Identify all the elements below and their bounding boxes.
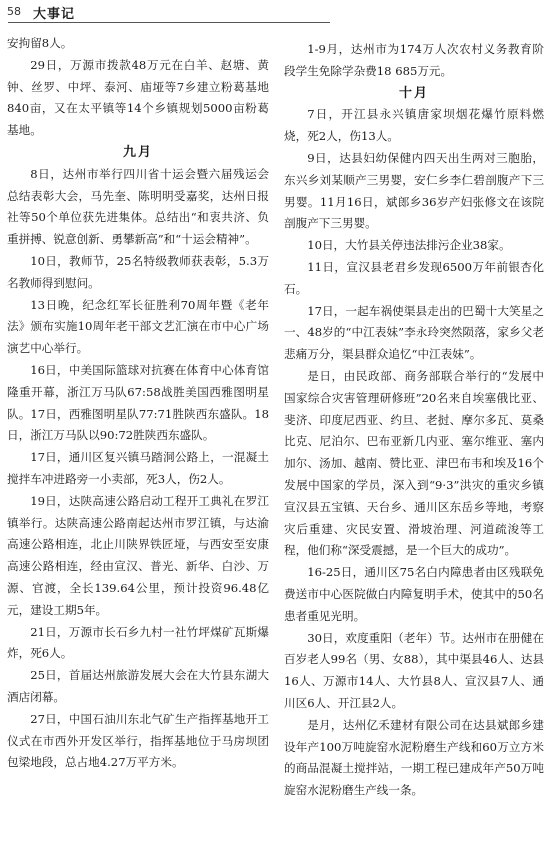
paragraph: 16-25日，通川区75名白内障患者由区残联免费送市中心医院做白内障复明手术，使其中的50名患者重见光明。 <box>284 565 544 623</box>
month-heading: 九月 <box>122 144 153 160</box>
page-header <box>0 0 550 24</box>
paragraph: 17日，一起车祸使渠县走出的巴蜀十大笑星之一、48岁的“中江表妹”李永玲突然陨落，家乡父老悲痛万分，渠县群众追忆“中江表妹”。 <box>284 303 544 362</box>
paragraph: 29日，万源市拨款48万元在白羊、赵塘、黄钟、丝罗、中坪、泰河、庙垭等7乡建立粉葛基地840亩，又在太平镇等14个乡镇规划5000亩粉葛基地。 <box>7 57 269 138</box>
month-heading: 十月 <box>398 85 429 101</box>
paragraph: 是月，达州亿禾建材有限公司在达县斌郎乡建设年产100万吨旋窑水泥粉磨生产线和60万立方米的商品混凝土搅拌站，一期工程已建成年产50万吨旋窑水泥粉磨生产线一条。 <box>284 717 544 798</box>
paragraph: 8日，达州市举行四川省十运会暨六届残运会总结表彰大会，马先奎、陈明明受嘉奖，达州日报社等50个单位获先进集体。总结出“和衷共济、负重拼搏、锐意创新、勇攀新高”和“十运会精神”。 <box>7 166 269 247</box>
paragraph: 11日，宣汉县老君乡发现6500万年前银杏化石。 <box>284 259 544 296</box>
running-title: 大事记 <box>33 7 76 22</box>
paragraph: 17日，通川区复兴镇马踏洞公路上，一混凝土搅拌车冲进路旁一小卖部，死3人，伤2人。 <box>7 450 269 486</box>
paragraph: 安拘留8人。 <box>7 36 73 50</box>
left-column <box>7 33 269 774</box>
paragraph: 10日，教师节，25名特级教师获表彰，5.3万名教师得到慰问。 <box>7 253 269 290</box>
paragraph: 是日，由民政部、商务部联合举行的“发展中国家综合灾害管理研修班”20名来自埃塞俄比亚、斐济、印度尼西亚、约旦、老挝、摩尔多瓦、莫桑比克、尼泊尔、巴布亚新几内亚、塞尔维亚、塞内加尔、汤加、越南、赞比亚、津巴布韦和埃及16个发展中国家的学员，深入到“9·3”洪灾的重灾乡镇宣汉县五宝镇、天台乡、通川区东岳乡等地，考察灾后重建、灾民安置、滑坡治理、河道疏浚等工程，他们称“深受震撼，是一个巨大的成功”。 <box>284 368 544 558</box>
paragraph: 25日，首届达州旅游发展大会在大竹县东湖大酒店闭幕。 <box>7 668 269 704</box>
right-column <box>284 39 544 802</box>
paragraph: 9日，达县妇幼保健内四天出生两对三胞胎，东兴乡刘某顺产三男婴，安仁乡李仁碧剖腹产下三男婴。11月16日，斌郎乡36岁产妇张修文在该院剖腹产下三男婴。 <box>284 150 544 231</box>
paragraph: 16日，中美国际篮球对抗赛在体育中心体育馆隆重开幕，浙江万马队67:58战胜美国西雅图明星队。17日，西雅图明星队77:71胜陕西东盛队。18日，浙江万马队以90:72胜陕西东盛队。 <box>7 362 269 443</box>
header-rule <box>8 22 330 23</box>
paragraph: 1-9月，达州市为174万人次农村义务教育阶段学生免除学杂费18 685万元。 <box>284 42 544 78</box>
paragraph: 21日，万源市长石乡九村一社竹坪煤矿瓦斯爆炸，死6人。 <box>7 624 269 661</box>
paragraph: 19日，达陕高速公路启动工程开工典礼在罗江镇举行。达陕高速公路南起达州市罗江镇，与达渝高速公路相连，北止川陕界铁匠垭，与西安至安康高速公路相连，经由宣汉、普光、新华、白沙、万源、官渡，全长139.64公里，预计投资96.48亿元，建设工期5年。 <box>7 493 269 617</box>
paragraph: 27日，中国石油川东北气矿生产指挥基地开工仪式在市西外开发区举行，指挥基地位于马房坝团包梁地段，总占地4.27万平方米。 <box>7 711 269 770</box>
paragraph: 7日，开江县永兴镇唐家坝烟花爆竹原料燃烧，死2人，伤13人。 <box>284 107 544 144</box>
paragraph: 10日，大竹县关停违法排污企业38家。 <box>307 238 511 253</box>
page-number: 58 <box>7 5 21 18</box>
paragraph: 30日，欢度重阳（老年）节。达州市在册健在百岁老人99名（男、女88），其中渠县46人、达县16人、万源市14人、大竹县8人、宣汉县7人、通川区6人、开江县2人。 <box>284 630 544 710</box>
paragraph: 13日晚，纪念红军长征胜利70周年暨《老年法》颁布实施10周年老干部文艺汇演在市中心广场演艺中心举行。 <box>7 297 269 356</box>
